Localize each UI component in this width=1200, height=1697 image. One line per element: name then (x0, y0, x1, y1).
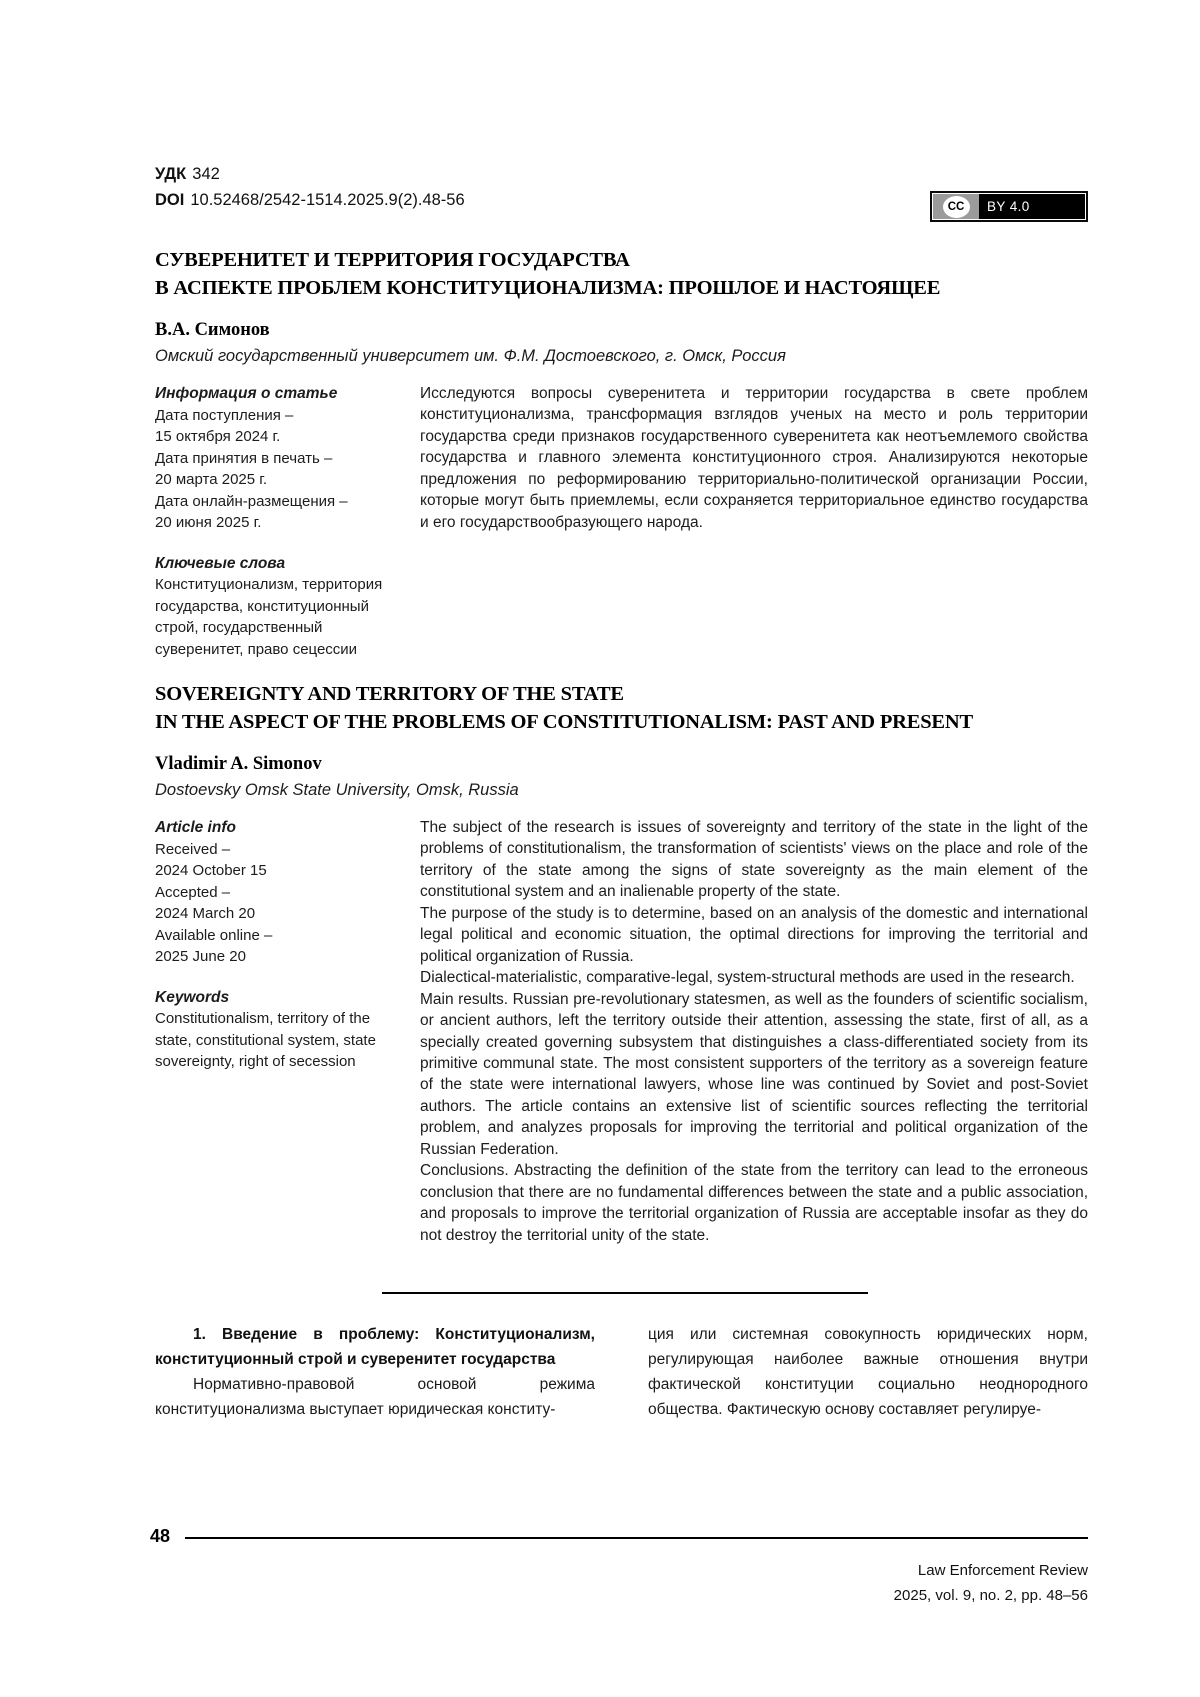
abstract-paragraph: The purpose of the study is to determine, based on an analysis of the domestic and international legal political and economic situation, the optimal directions for improving the territorial and political organization of Russia. (420, 904, 1088, 965)
udk-label: УДК (155, 165, 187, 183)
info-line: 15 октября 2024 г. (155, 428, 281, 445)
abstract-ru (420, 383, 1088, 533)
footer-rule (185, 1537, 1088, 1540)
journal-name: Law Enforcement Review (917, 1562, 1088, 1579)
doi-label: DOI (155, 191, 185, 209)
info-line: Дата поступления – (155, 406, 294, 424)
doi-line (155, 187, 1088, 213)
article-body (155, 1322, 1088, 1422)
abstract-paragraph: Dialectical-materialistic, comparative-legal, system-structural methods are used in the research. (420, 969, 1075, 987)
info-line: 2024 October 15 (155, 862, 267, 879)
abstract-paragraph: Conclusions. Abstracting the definition of the state from the territory can lead to the erroneous conclusion that there are no fundamental differences between the state and a public association, and proposals to improve the territorial organization of Russia are acceptable insofar as they do not destroy the territorial unity of the state. (420, 1162, 1088, 1244)
info-line: 20 июня 2025 г. (155, 514, 262, 531)
cc-circle-icon: CC (943, 196, 970, 218)
info-line: 2025 June 20 (155, 948, 246, 965)
info-line: Available online – (155, 926, 273, 944)
page-number: 48 (150, 1526, 171, 1546)
article-identifiers (155, 161, 1088, 213)
author-ru: В.А. Симонов (155, 320, 270, 340)
info-line: Received – (155, 840, 231, 858)
abstract-ru-text: Исследуются вопросы суверенитета и территории государства в свете проблем конституционализма, трансформация взглядов ученых на место и роль территории государства среди признаков государственного суверенитета как неотъемлемого свойства государства и главного элемента конституционного строя. Анализируются некоторые предложения по реформированию территориально-политической организации России, которые могут быть приемлемы, если сохраняется территориальное единство государства и его государствообразующего народа. (420, 385, 1088, 531)
info-line: Accepted – (155, 883, 231, 901)
udk-line (155, 161, 1088, 187)
keywords-en: Constitutionalism, territory of the state, constitutional system, state sovereignty, right of secession (155, 1010, 376, 1070)
info-abstract-row-ru (155, 383, 1088, 660)
affiliation-en: Dostoevsky Omsk State University, Omsk, Russia (155, 781, 519, 799)
keywords-heading-en: Keywords (155, 988, 230, 1006)
doi-value: 10.52468/2542-1514.2025.9(2).48-56 (190, 191, 465, 209)
article-info-column-ru (155, 383, 395, 660)
abstract-paragraph: The subject of the research is issues of sovereignty and territory of the state in the light of the problems of constitutionalism, the transformation of scientists' views on the place and role of the territory of the state among the signs of state sovereignty as the main element of the constitutional system and an inalienable property of the state. (420, 819, 1088, 901)
article-title-ru (155, 246, 1088, 302)
info-line: Дата принятия в печать – (155, 449, 333, 467)
article-info-column-en (155, 817, 395, 1073)
cc-license-label: BY 4.0 (979, 194, 1085, 219)
info-line: Дата онлайн-размещения – (155, 492, 348, 510)
section-heading: 1. Введение в проблему: Конституционализм, конституционный строй и суверенитет государства (155, 1326, 595, 1369)
section-separator (382, 1292, 868, 1294)
journal-issue: 2025, vol. 9, no. 2, pp. 48–56 (893, 1587, 1088, 1604)
keywords-ru: Конституционализм, территория государства, конституционный строй, государственный суверенитет, право сецессии (155, 576, 383, 658)
info-abstract-row-en (155, 817, 1088, 1246)
author-en: Vladimir A. Simonov (155, 754, 322, 774)
article-title-en-line2: IN THE ASPECT OF THE PROBLEMS OF CONSTITUTIONALISM: PAST AND PRESENT (155, 711, 973, 733)
page-content (155, 0, 1088, 1422)
udk-value: 342 (192, 165, 220, 183)
article-title-en-line1: SOVEREIGNTY AND TERRITORY OF THE STATE (155, 683, 624, 705)
body-text-left: Нормативно-правовой основой режима конституционализма выступает юридическая конститу- (155, 1376, 595, 1419)
article-title-ru-line2: В АСПЕКТЕ ПРОБЛЕМ КОНСТИТУЦИОНАЛИЗМА: ПРОШЛОЕ И НАСТОЯЩЕЕ (155, 277, 941, 299)
info-line: 20 марта 2025 г. (155, 471, 268, 488)
keywords-block-en (155, 987, 395, 1073)
article-title-en (155, 680, 1088, 736)
affiliation-ru: Омский государственный университет им. Ф.М. Достоевского, г. Омск, Россия (155, 347, 786, 365)
info-line: 2024 March 20 (155, 905, 256, 922)
article-title-ru-line1: СУВЕРЕНИТЕТ И ТЕРРИТОРИЯ ГОСУДАРСТВА (155, 249, 630, 271)
body-text-right: ция или системная совокупность юридических норм, регулирующая наиболее важные отношения внутри фактической конституции социально неоднородного общества. Фактическую основу составляет регулируе- (648, 1326, 1088, 1419)
footer-pageline (150, 1526, 1088, 1547)
article-info-heading-en: Article info (155, 819, 236, 836)
abstract-paragraph: Main results. Russian pre-revolutionary statesmen, as well as the founders of scientific socialism, or ancient authors, left the territory outside their attention, assessing the state, first of all, as a specially created governing subsystem that distinguishes a class-differentiated society from its primitive communal state. The most consistent supporters of the territory as a sovereign feature of the state were international lawyers, whose line was continued by Soviet and post-Soviet authors. The article contains an extensive list of scientific sources reflecting the territorial problem, and analyzes proposals for improving the territorial and political organization of the Russian Federation. (420, 990, 1088, 1158)
abstract-en (420, 817, 1088, 1246)
footer-journal (894, 1558, 1088, 1608)
keywords-block-ru (155, 553, 395, 661)
body-column-right (648, 1322, 1088, 1422)
keywords-heading-ru: Ключевые слова (155, 554, 286, 572)
article-info-heading-ru: Информация о статье (155, 385, 338, 402)
body-column-left (155, 1322, 595, 1422)
